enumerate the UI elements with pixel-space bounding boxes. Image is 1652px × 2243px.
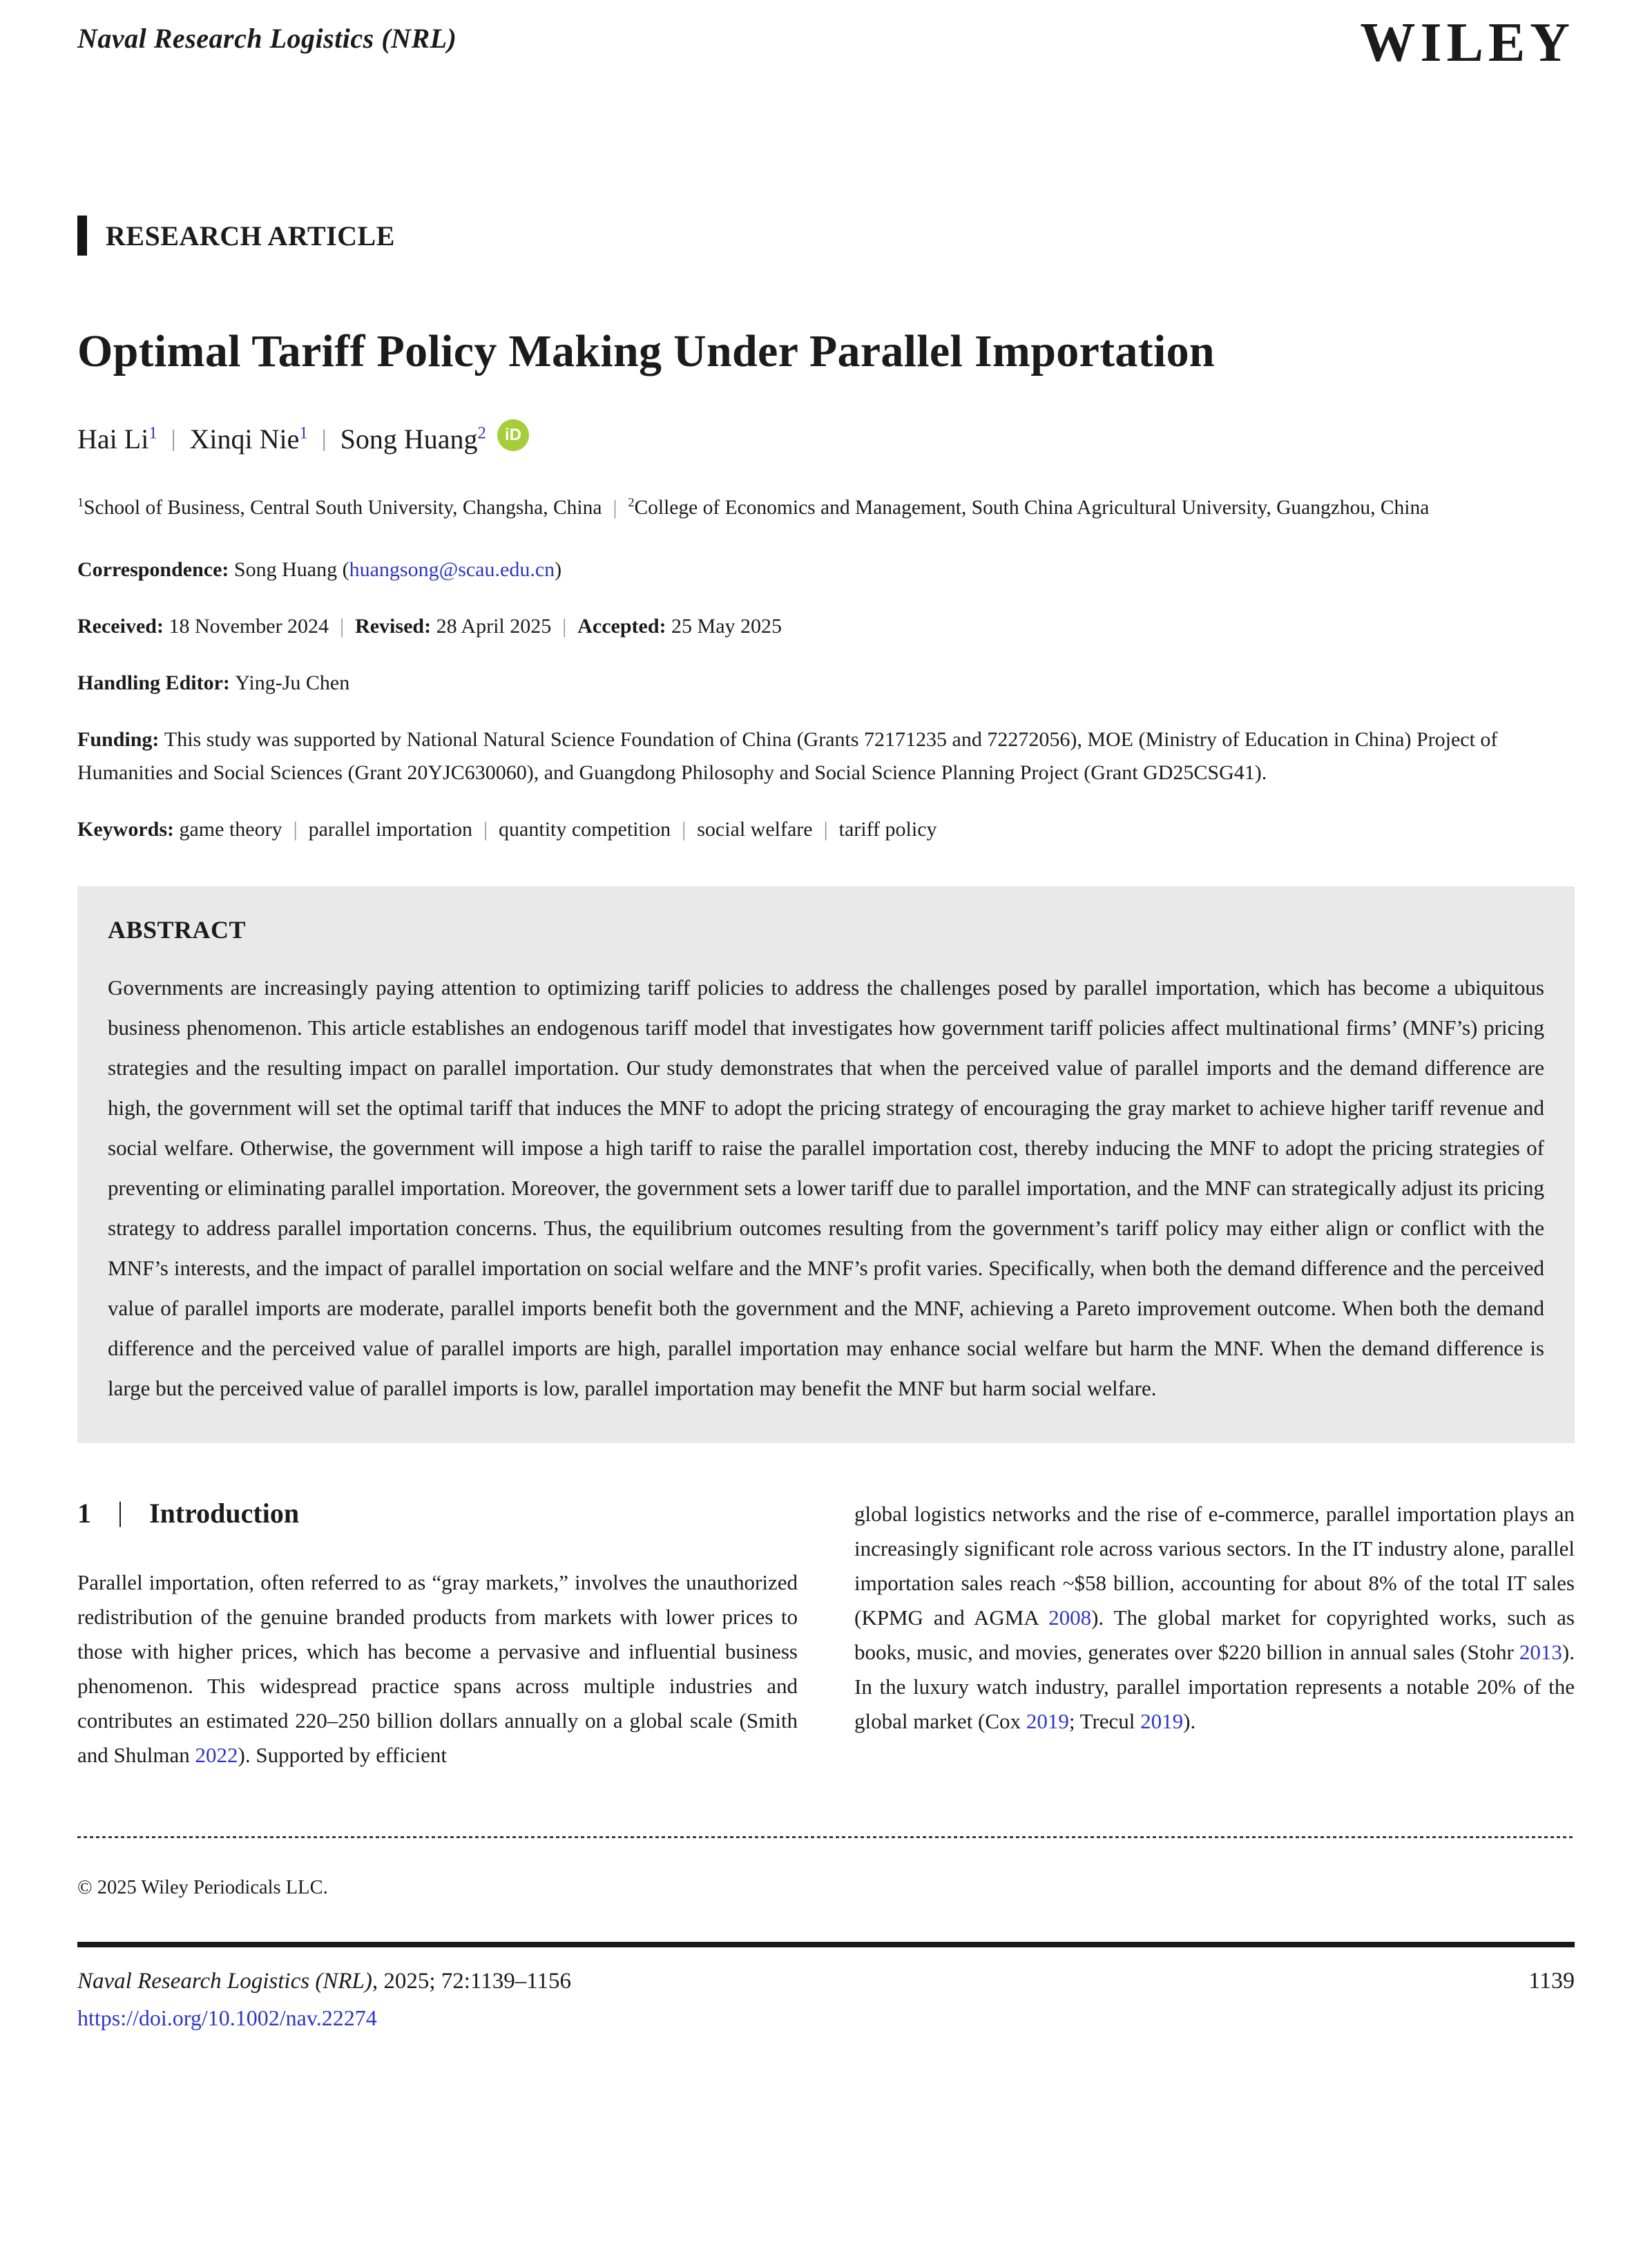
text-segment: 18 November 2024 [169,615,329,638]
intro-paragraph-right [854,1497,1575,1739]
text-segment: global logistics networks and the rise of e-commerce, parallel importation plays an increasingly significant role across various sectors. In the IT industry alone, parallel importation sales reach ~$58 billion, accounting for about 8% of the total IT sales (KPMG and AGMA [854,1502,1575,1630]
abstract-text: Governments are increasingly paying attention to optimizing tariff policies to address the challenges posed by parallel importation, which has become a ubiquitous business phenomenon. This article establishes an endogenous tariff model that investigates how government tariff policies affect multinational firms’ (MNF’s) pricing strategies and the resulting impact on parallel importation. Our study demonstrates that when the perceived value of parallel imports and the demand difference are high, the government will set the optimal tariff that induces the MNF to adopt the pricing strategy of encouraging the gray market to achieve higher tariff revenue and social welfare. Otherwise, the government will impose a high tariff to raise the parallel importation cost, thereby inducing the MNF to adopt the pricing strategies of preventing or eliminating parallel importation. Moreover, the government sets a lower tariff due to parallel importation, and the MNF can strategically adjust its pricing strategy to address parallel importation concerns. Thus, the equilibrium outcomes resulting from the government’s tariff policy may either align or conflict with the MNF’s interests, and the impact of parallel importation on social welfare and the MNF’s profit varies. Specifically, when both the demand difference and the perceived value of parallel imports are moderate, parallel imports benefit both the government and the MNF, achieving a Pareto improvement outcome. When both the demand difference and the perceived value of parallel imports are high, parallel importation may enhance social welfare but harm the MNF. When the demand difference is large but the perceived value of parallel imports is low, parallel importation may benefit the MNF but harm social welfare. [108,975,1544,1400]
doi-line [77,2005,1575,2031]
text-segment: Ying-Ju Chen [235,671,350,694]
affiliations [77,488,1575,527]
author-name: Song Huang [340,423,478,455]
author-affiliation-sup: 1 [299,423,308,443]
text-segment: ; Trecul [1068,1709,1141,1733]
separator: | [293,818,298,841]
text-link[interactable]: 2022 [195,1743,238,1767]
orcid-icon[interactable]: iD [497,419,529,451]
abstract-box [77,886,1575,1443]
field-label: Revised: [355,615,436,638]
abstract-heading: ABSTRACT [108,916,247,944]
text-segment: ) [555,558,562,581]
text-segment: parallel importation [308,818,473,841]
field-label: Handling Editor: [77,671,236,694]
authors-line [77,423,1575,455]
funding-line [77,723,1575,790]
text-segment: quantity competition [499,818,671,841]
text-segment: ). The global market for copyrighted works, such as books, music, and movies, generates over $220 billion in annual sales (Stohr [854,1605,1575,1664]
author-affiliation-sup: 1 [148,423,157,443]
text-segment: 25 May 2025 [671,615,782,638]
section-title: Introduction [149,1498,300,1529]
handling-editor-line [77,667,1575,700]
author-separator: | [321,426,327,452]
separator: | [562,615,567,638]
journal-name: Naval Research Logistics (NRL) [77,23,457,54]
text-segment: 2 [628,495,635,510]
page-header [77,12,1575,73]
separator: | [682,818,686,841]
text-link[interactable]: 2013 [1519,1640,1562,1664]
intro-paragraph-left [77,1565,798,1773]
text-segment: Parallel importation, often referred to as “gray markets,” involves the unauthorized redistribution of the genuine branded products from markets with lower prices to those with higher prices, which has become a pervasive and influential business phenomenon. This widespread practice spans across multiple industries and contributes an estimated 220–250 billion dollars annually on a global scale (Smith and Shulman [77,1570,798,1767]
text-segment: ). Supported by efficient [238,1743,447,1767]
author [190,423,308,455]
wiley-logo: WILEY [1360,12,1575,73]
label-bar [77,216,87,256]
keywords-line [77,813,1575,846]
author [340,423,486,455]
intro-column-left [77,1497,798,1773]
correspondence-line [77,553,1575,586]
section-number: 1 [77,1498,91,1529]
text-link[interactable]: 2008 [1048,1605,1092,1630]
text-segment: 1 [77,495,84,510]
footer-citation-row [77,1968,1575,1994]
text-segment: social welfare [697,818,813,841]
dotted-divider [77,1836,1575,1838]
field-label: Keywords: [77,818,180,841]
text-link[interactable]: huangsong@scau.edu.cn [349,558,555,581]
field-label: Funding: [77,728,164,751]
dates-line [77,610,1575,643]
text-segment: School of Business, Central South University, Changsha, China [84,497,602,519]
field-label: Accepted: [577,615,672,638]
author-name: Xinqi Nie [189,423,300,455]
journal-citation [77,1969,571,1994]
text-segment: 28 April 2025 [436,615,552,638]
text-segment: game theory [179,818,282,841]
text-segment: ). In the luxury watch industry, parallel importation represents a notable 20% of the global market (Cox [854,1640,1575,1733]
separator: | [613,497,617,519]
article-page [77,0,1575,2031]
author-name: Hai Li [77,423,149,455]
section-heading-separator: | [117,1496,124,1527]
text-link[interactable]: 2019 [1140,1709,1184,1733]
doi-link[interactable]: https://doi.org/10.1002/nav.22274 [77,2005,377,2030]
separator: | [340,615,345,638]
separator: | [823,818,828,841]
footer-rule [77,1942,1575,1947]
text-link[interactable]: 2019 [1026,1709,1069,1733]
text-segment: This study was supported by National Natural Science Foundation of China (Grants 72171235 and 72272056), MOE (Ministry of Education in China) Project of Humanities and Social Sciences (Grant 20YJC630060), and Guangdong Philosophy and Social Science Planning Project (Grant GD25CSG41). [77,728,1498,784]
section-heading [77,1497,798,1529]
article-type-text: RESEARCH ARTICLE [106,220,395,251]
text-segment: tariff policy [838,818,937,841]
separator: | [483,818,488,841]
author [77,423,157,455]
text-segment: ). [1183,1709,1196,1733]
introduction-section [77,1497,1575,1773]
text-segment: Song Huang ( [233,558,349,581]
page-number: 1139 [1528,1968,1575,1994]
author-separator: | [171,426,176,452]
text-segment: , 2025; 72:1139–1156 [372,1969,571,1994]
text-segment: College of Economics and Management, South China Agricultural University, Guangzhou, China [634,497,1430,519]
intro-column-right [854,1497,1575,1773]
author-affiliation-sup: 2 [477,423,486,443]
article-title: Optimal Tariff Policy Making Under Parallel Importation [77,326,1215,376]
field-label: Correspondence: [77,558,234,581]
text-segment: Naval Research Logistics (NRL) [77,1969,372,1994]
copyright-line: © 2025 Wiley Periodicals LLC. [77,1877,328,1898]
article-type-label [77,216,1575,256]
field-label: Received: [77,615,169,638]
